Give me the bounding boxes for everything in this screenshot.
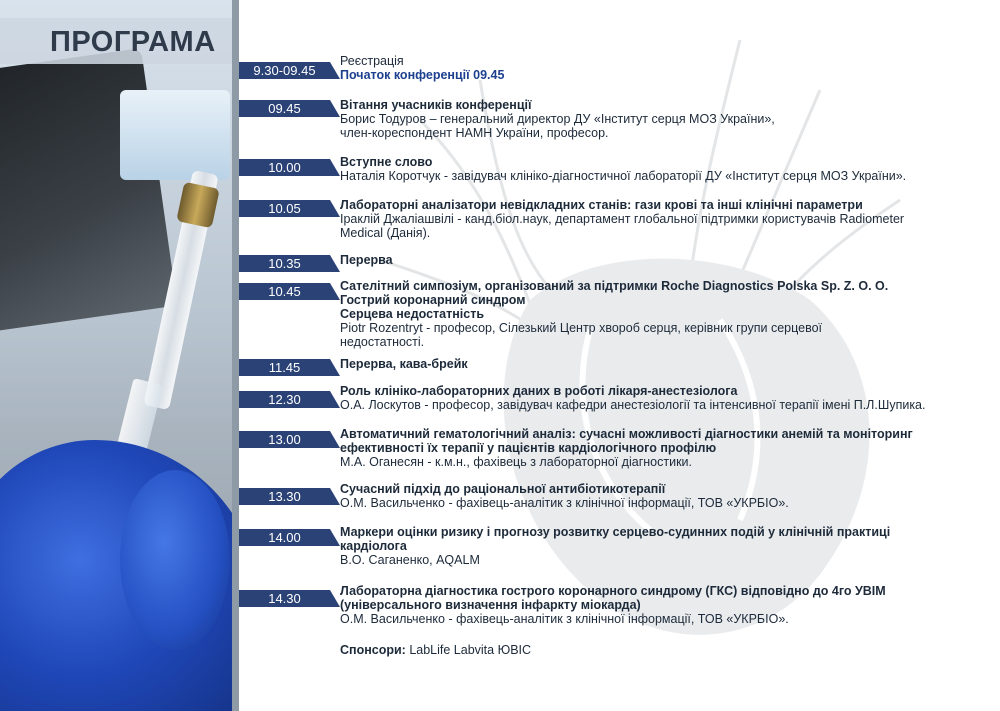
sponsors-label: Спонсори: — [340, 643, 406, 657]
agenda-line-title: Маркери оцінки ризику і прогнозу розвитку серцево-судинних подій у клінічній практиці — [340, 525, 891, 539]
agenda-line-title: Вітання учасників конференції — [340, 98, 532, 112]
agenda-line-title: Гострий коронарний синдром — [340, 293, 526, 307]
time-badge: 14.00 — [239, 529, 330, 546]
agenda-line: член-кореспондент НАМН України, професор. — [340, 126, 609, 140]
agenda-line-title: Лабораторна діагностика гострого коронарного синдрому (ГКС) відповідно до 4го УВІМ — [340, 584, 886, 598]
agenda-line-title: ефективності їх терапії у пацієнтів кардіологічного профілю — [340, 441, 717, 455]
time-badge: 13.00 — [239, 431, 330, 448]
agenda-item-content — [340, 384, 990, 412]
time-badge: 14.30 — [239, 590, 330, 607]
agenda-line-title: Лабораторні аналізатори невідкладних станів: гази крові та інші клінічні параметри — [340, 198, 863, 212]
agenda-line-title: Вступне слово — [340, 155, 433, 169]
agenda-line: М.А. Оганесян - к.м.н., фахівець з лабораторної діагностики. — [340, 455, 693, 469]
instrument-screen-shape — [120, 90, 230, 180]
time-badge: 12.30 — [239, 391, 330, 408]
agenda-line: О.М. Васильченко - фахівець-аналітик з клінічної інформації, ТОВ «УКРБІО». — [340, 496, 789, 510]
agenda-item-content — [340, 482, 990, 510]
agenda-line: Medical (Данія). — [340, 226, 431, 240]
agenda-line: О.А. Лоскутов - професор, завідувач кафедри анестезіології та інтенсивної терапії імені П.Л.Шупика. — [340, 398, 926, 412]
agenda-line-title: Сателітний симпозіум, організований за підтримки Roche Diagnostics Polska Sp. Z. O. O. — [340, 279, 889, 293]
agenda-line-title: Перерва, кава-брейк — [340, 357, 468, 371]
agenda-item-content — [340, 54, 990, 82]
agenda-line-highlight: Початок конференції 09.45 — [340, 68, 505, 82]
time-badge: 09.45 — [239, 100, 330, 117]
agenda-item-content — [340, 584, 990, 626]
agenda-item-content — [340, 279, 990, 349]
lab-photo — [0, 0, 232, 711]
agenda-line: В.О. Саганенко, AQALM — [340, 553, 480, 567]
agenda-line: Наталія Коротчук - завідувач клініко-діагностичної лабораторії ДУ «Інститут серця МОЗ України». — [340, 169, 907, 183]
pipette-ring-shape — [176, 182, 220, 229]
agenda-line: О.М. Васильченко - фахівець-аналітик з клінічної інформації, ТОВ «УКРБІО». — [340, 612, 789, 626]
agenda-line-title: (універсального визначення інфаркту міокарда) — [340, 598, 641, 612]
agenda-line-title: Серцева недостатність — [340, 307, 485, 321]
time-badge: 10.05 — [239, 200, 330, 217]
agenda-item-content — [340, 98, 990, 140]
agenda-line-title: Сучасний підхід до раціональної антибіотикотерапії — [340, 482, 666, 496]
agenda-line: Іраклій Джаліашвілі - канд.біол.наук, департамент глобальної підтримки користувачів Radiometer — [340, 212, 905, 226]
blue-glove-finger-shape — [120, 470, 230, 650]
time-badge: 9.30-09.45 — [239, 62, 330, 79]
sponsors-names: LabLife Labvita ЮВІС — [405, 643, 532, 657]
agenda-line: недостатності. — [340, 335, 425, 349]
time-badge: 13.30 — [239, 488, 330, 505]
agenda-line: Борис Тодуров – генеральний директор ДУ «Інститут серця МОЗ України», — [340, 112, 775, 126]
agenda-line: Реєстрація — [340, 54, 404, 68]
agenda-item-content — [340, 155, 990, 183]
time-badge: 10.45 — [239, 283, 330, 300]
agenda-item-content — [340, 525, 990, 567]
agenda-item-content — [340, 198, 990, 240]
time-badge: 11.45 — [239, 359, 330, 376]
agenda-line-title: Автоматичний гематологічний аналіз: сучасні можливості діагностики анемій та моніторинг — [340, 427, 913, 441]
agenda-line: Piotr Rozentryt - професор, Сілезький Центр хвороб серця, керівник групи серцевої — [340, 321, 823, 335]
agenda-item-content — [340, 253, 990, 267]
agenda-item-content — [340, 427, 990, 469]
sponsors — [340, 643, 531, 657]
agenda — [239, 0, 1000, 711]
time-badge: 10.35 — [239, 255, 330, 272]
time-badge: 10.00 — [239, 159, 330, 176]
agenda-line-title: кардіолога — [340, 539, 407, 553]
vertical-divider — [232, 0, 239, 711]
agenda-line-title: Роль клініко-лабораторних даних в роботі лікаря-анестезіолога — [340, 384, 738, 398]
agenda-line-title: Перерва — [340, 253, 393, 267]
agenda-item-content — [340, 357, 990, 371]
page-title: ПРОГРАМА — [50, 26, 216, 58]
